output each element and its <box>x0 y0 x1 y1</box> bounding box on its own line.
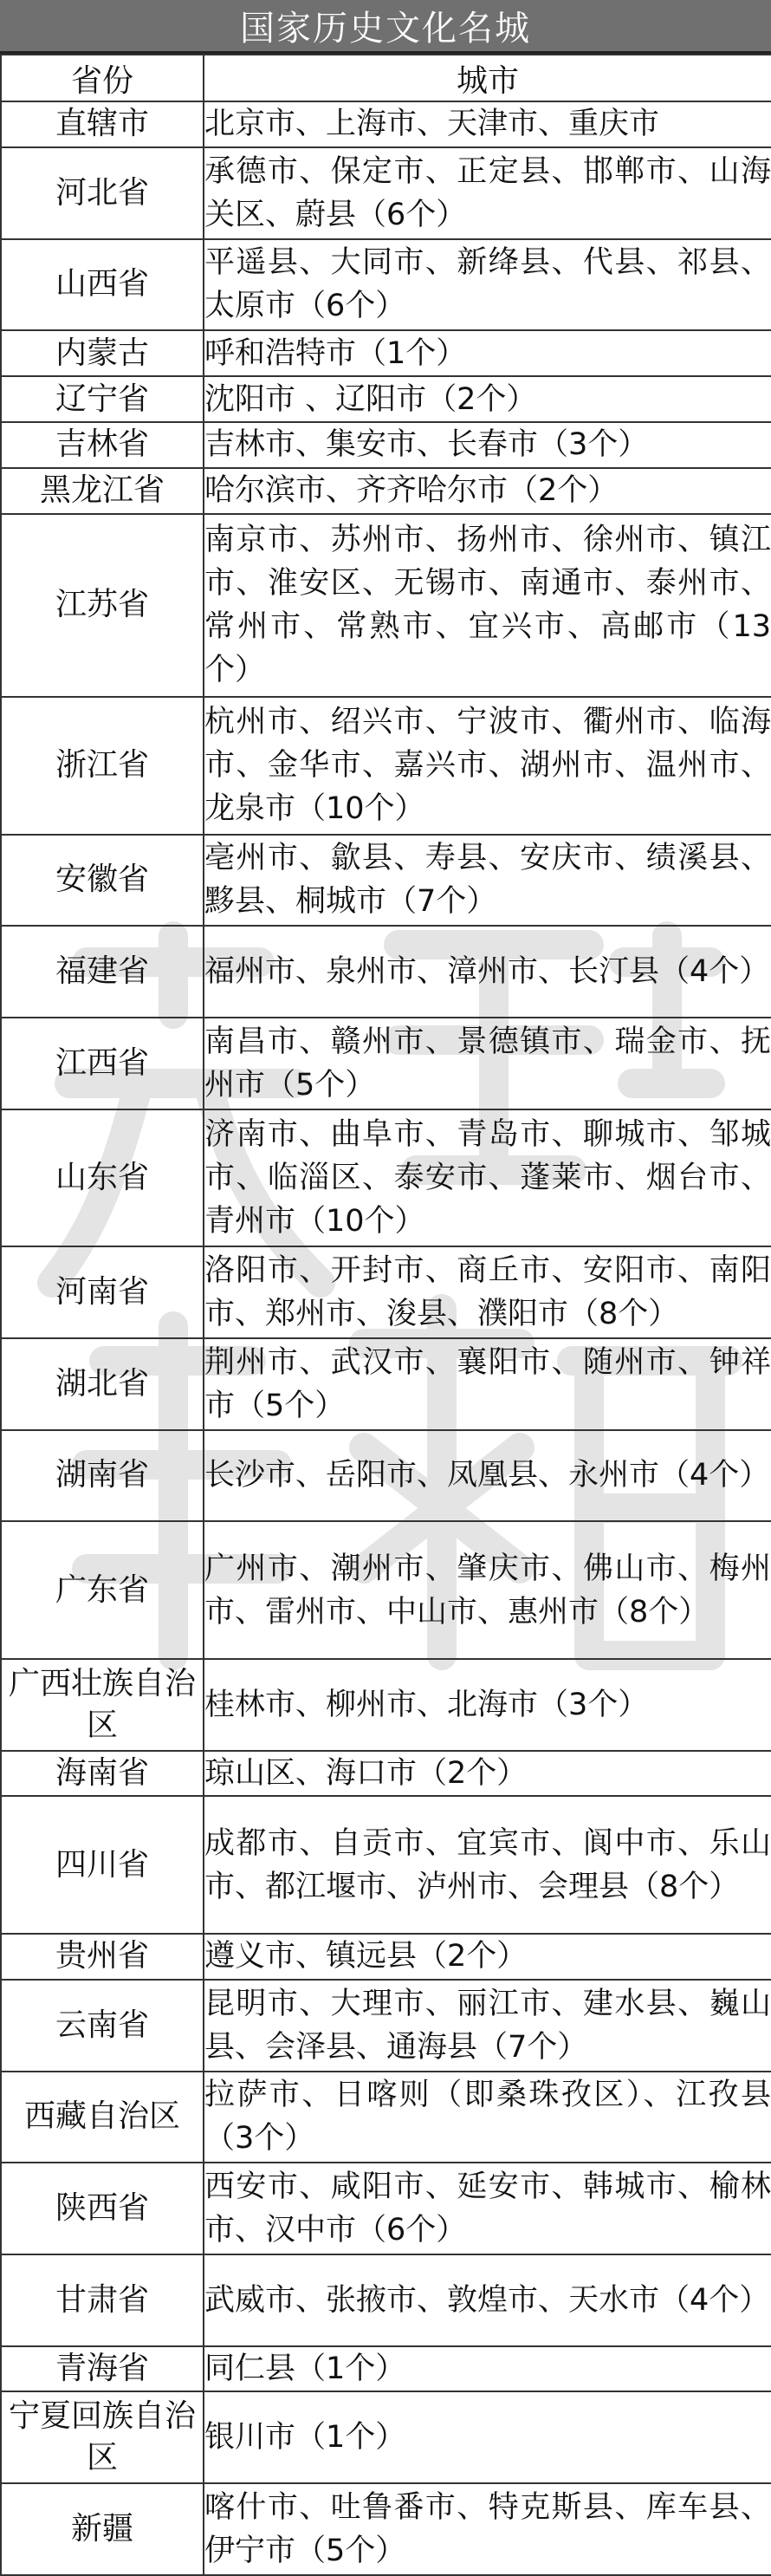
province-cell: 贵州省 <box>1 1934 204 1980</box>
table-row <box>1 2391 771 2483</box>
province-cell: 四川省 <box>1 1796 204 1934</box>
province-cell: 广西壮族自治区 <box>1 1659 204 1751</box>
table-row <box>1 1751 771 1797</box>
province-cell: 江西省 <box>1 1018 204 1109</box>
cities-cell: 同仁县（1个） <box>204 2346 771 2392</box>
historic-cities-table <box>0 54 771 2576</box>
province-cell: 福建省 <box>1 926 204 1018</box>
cities-cell: 广州市、潮州市、肇庆市、佛山市、梅州市、雷州市、中山市、惠州市（8个） <box>204 1521 771 1659</box>
province-column-header: 省份 <box>1 55 204 101</box>
table-row <box>1 376 771 422</box>
cities-cell: 荆州市、武汉市、襄阳市、随州市、钟祥市（5个） <box>204 1338 771 1430</box>
province-cell: 江苏省 <box>1 514 204 697</box>
cities-cell: 杭州市、绍兴市、宁波市、衢州市、临海市、金华市、嘉兴市、湖州市、温州市、龙泉市（10个） <box>204 697 771 835</box>
province-cell: 云南省 <box>1 1980 204 2072</box>
province-cell: 直辖市 <box>1 101 204 147</box>
province-cell: 山东省 <box>1 1109 204 1247</box>
cities-cell: 洛阳市、开封市、商丘市、安阳市、南阳市、郑州市、浚县、濮阳市（8个） <box>204 1246 771 1338</box>
table-row <box>1 2346 771 2392</box>
cities-cell: 长沙市、岳阳市、凤凰县、永州市（4个） <box>204 1430 771 1522</box>
province-cell: 海南省 <box>1 1751 204 1797</box>
table-row <box>1 835 771 927</box>
table-row <box>1 1109 771 1247</box>
province-cell: 河北省 <box>1 147 204 239</box>
header-row <box>1 55 771 101</box>
province-cell: 辽宁省 <box>1 376 204 422</box>
cities-cell: 南京市、苏州市、扬州市、徐州市、镇江市、淮安区、无锡市、南通市、泰州市、常州市、常熟市、宜兴市、高邮市（13个） <box>204 514 771 697</box>
province-cell: 黑龙江省 <box>1 468 204 514</box>
table-row <box>1 468 771 514</box>
province-cell: 宁夏回族自治区 <box>1 2391 204 2483</box>
page-title: 国家历史文化名城 <box>0 0 771 54</box>
table-row <box>1 1934 771 1980</box>
cities-cell: 哈尔滨市、齐齐哈尔市（2个） <box>204 468 771 514</box>
province-cell: 甘肃省 <box>1 2254 204 2346</box>
table-body <box>1 101 771 2575</box>
province-cell: 内蒙古 <box>1 330 204 376</box>
province-cell: 浙江省 <box>1 697 204 835</box>
province-cell: 山西省 <box>1 239 204 331</box>
table-row <box>1 1246 771 1338</box>
cities-cell: 沈阳市 、辽阳市（2个） <box>204 376 771 422</box>
province-cell: 广东省 <box>1 1521 204 1659</box>
cities-column-header: 城市 <box>204 55 771 101</box>
table-row <box>1 422 771 468</box>
table-row <box>1 1338 771 1430</box>
table-row <box>1 697 771 835</box>
cities-cell: 遵义市、镇远县（2个） <box>204 1934 771 1980</box>
table-row <box>1 1430 771 1522</box>
table-row <box>1 1659 771 1751</box>
cities-cell: 昆明市、大理市、丽江市、建水县、巍山县、会泽县、通海县（7个） <box>204 1980 771 2072</box>
cities-cell: 平遥县、大同市、新绛县、代县、祁县、太原市（6个） <box>204 239 771 331</box>
cities-cell: 福州市、泉州市、漳州市、长汀县（4个） <box>204 926 771 1018</box>
table-row <box>1 239 771 331</box>
province-cell: 吉林省 <box>1 422 204 468</box>
table-row <box>1 926 771 1018</box>
cities-cell: 承德市、保定市、正定县、邯郸市、山海关区、蔚县（6个） <box>204 147 771 239</box>
table-row <box>1 1796 771 1934</box>
province-cell: 青海省 <box>1 2346 204 2392</box>
cities-cell: 桂林市、柳州市、北海市（3个） <box>204 1659 771 1751</box>
table-row <box>1 1018 771 1109</box>
cities-cell: 成都市、自贡市、宜宾市、阆中市、乐山市、都江堰市、泸州市、会理县（8个） <box>204 1796 771 1934</box>
cities-cell: 呼和浩特市（1个） <box>204 330 771 376</box>
cities-cell: 亳州市、歙县、寿县、安庆市、绩溪县、黟县、桐城市（7个） <box>204 835 771 927</box>
table-row <box>1 2072 771 2163</box>
cities-cell: 武威市、张掖市、敦煌市、天水市（4个） <box>204 2254 771 2346</box>
province-cell: 西藏自治区 <box>1 2072 204 2163</box>
table-row <box>1 147 771 239</box>
province-cell: 陕西省 <box>1 2163 204 2254</box>
cities-cell: 银川市（1个） <box>204 2391 771 2483</box>
cities-cell: 济南市、曲阜市、青岛市、聊城市、邹城市、临淄区、泰安市、蓬莱市、烟台市、青州市（10个） <box>204 1109 771 1247</box>
province-cell: 湖南省 <box>1 1430 204 1522</box>
cities-cell: 南昌市、赣州市、景德镇市、瑞金市、抚州市（5个） <box>204 1018 771 1109</box>
province-cell: 新疆 <box>1 2483 204 2575</box>
table-row <box>1 2254 771 2346</box>
table-row <box>1 2163 771 2254</box>
table-row <box>1 330 771 376</box>
cities-cell: 拉萨市、日喀则（即桑珠孜区）、江孜县（3个） <box>204 2072 771 2163</box>
province-cell: 湖北省 <box>1 1338 204 1430</box>
cities-cell: 喀什市、吐鲁番市、特克斯县、库车县、伊宁市（5个） <box>204 2483 771 2575</box>
table-row <box>1 101 771 147</box>
cities-cell: 西安市、咸阳市、延安市、韩城市、榆林市、汉中市（6个） <box>204 2163 771 2254</box>
province-cell: 安徽省 <box>1 835 204 927</box>
table-row <box>1 1521 771 1659</box>
table-row <box>1 1980 771 2072</box>
table-row <box>1 2483 771 2575</box>
province-cell: 河南省 <box>1 1246 204 1338</box>
cities-cell: 吉林市、集安市、长春市（3个） <box>204 422 771 468</box>
cities-cell: 北京市、上海市、天津市、重庆市 <box>204 101 771 147</box>
table-row <box>1 514 771 697</box>
cities-cell: 琼山区、海口市（2个） <box>204 1751 771 1797</box>
